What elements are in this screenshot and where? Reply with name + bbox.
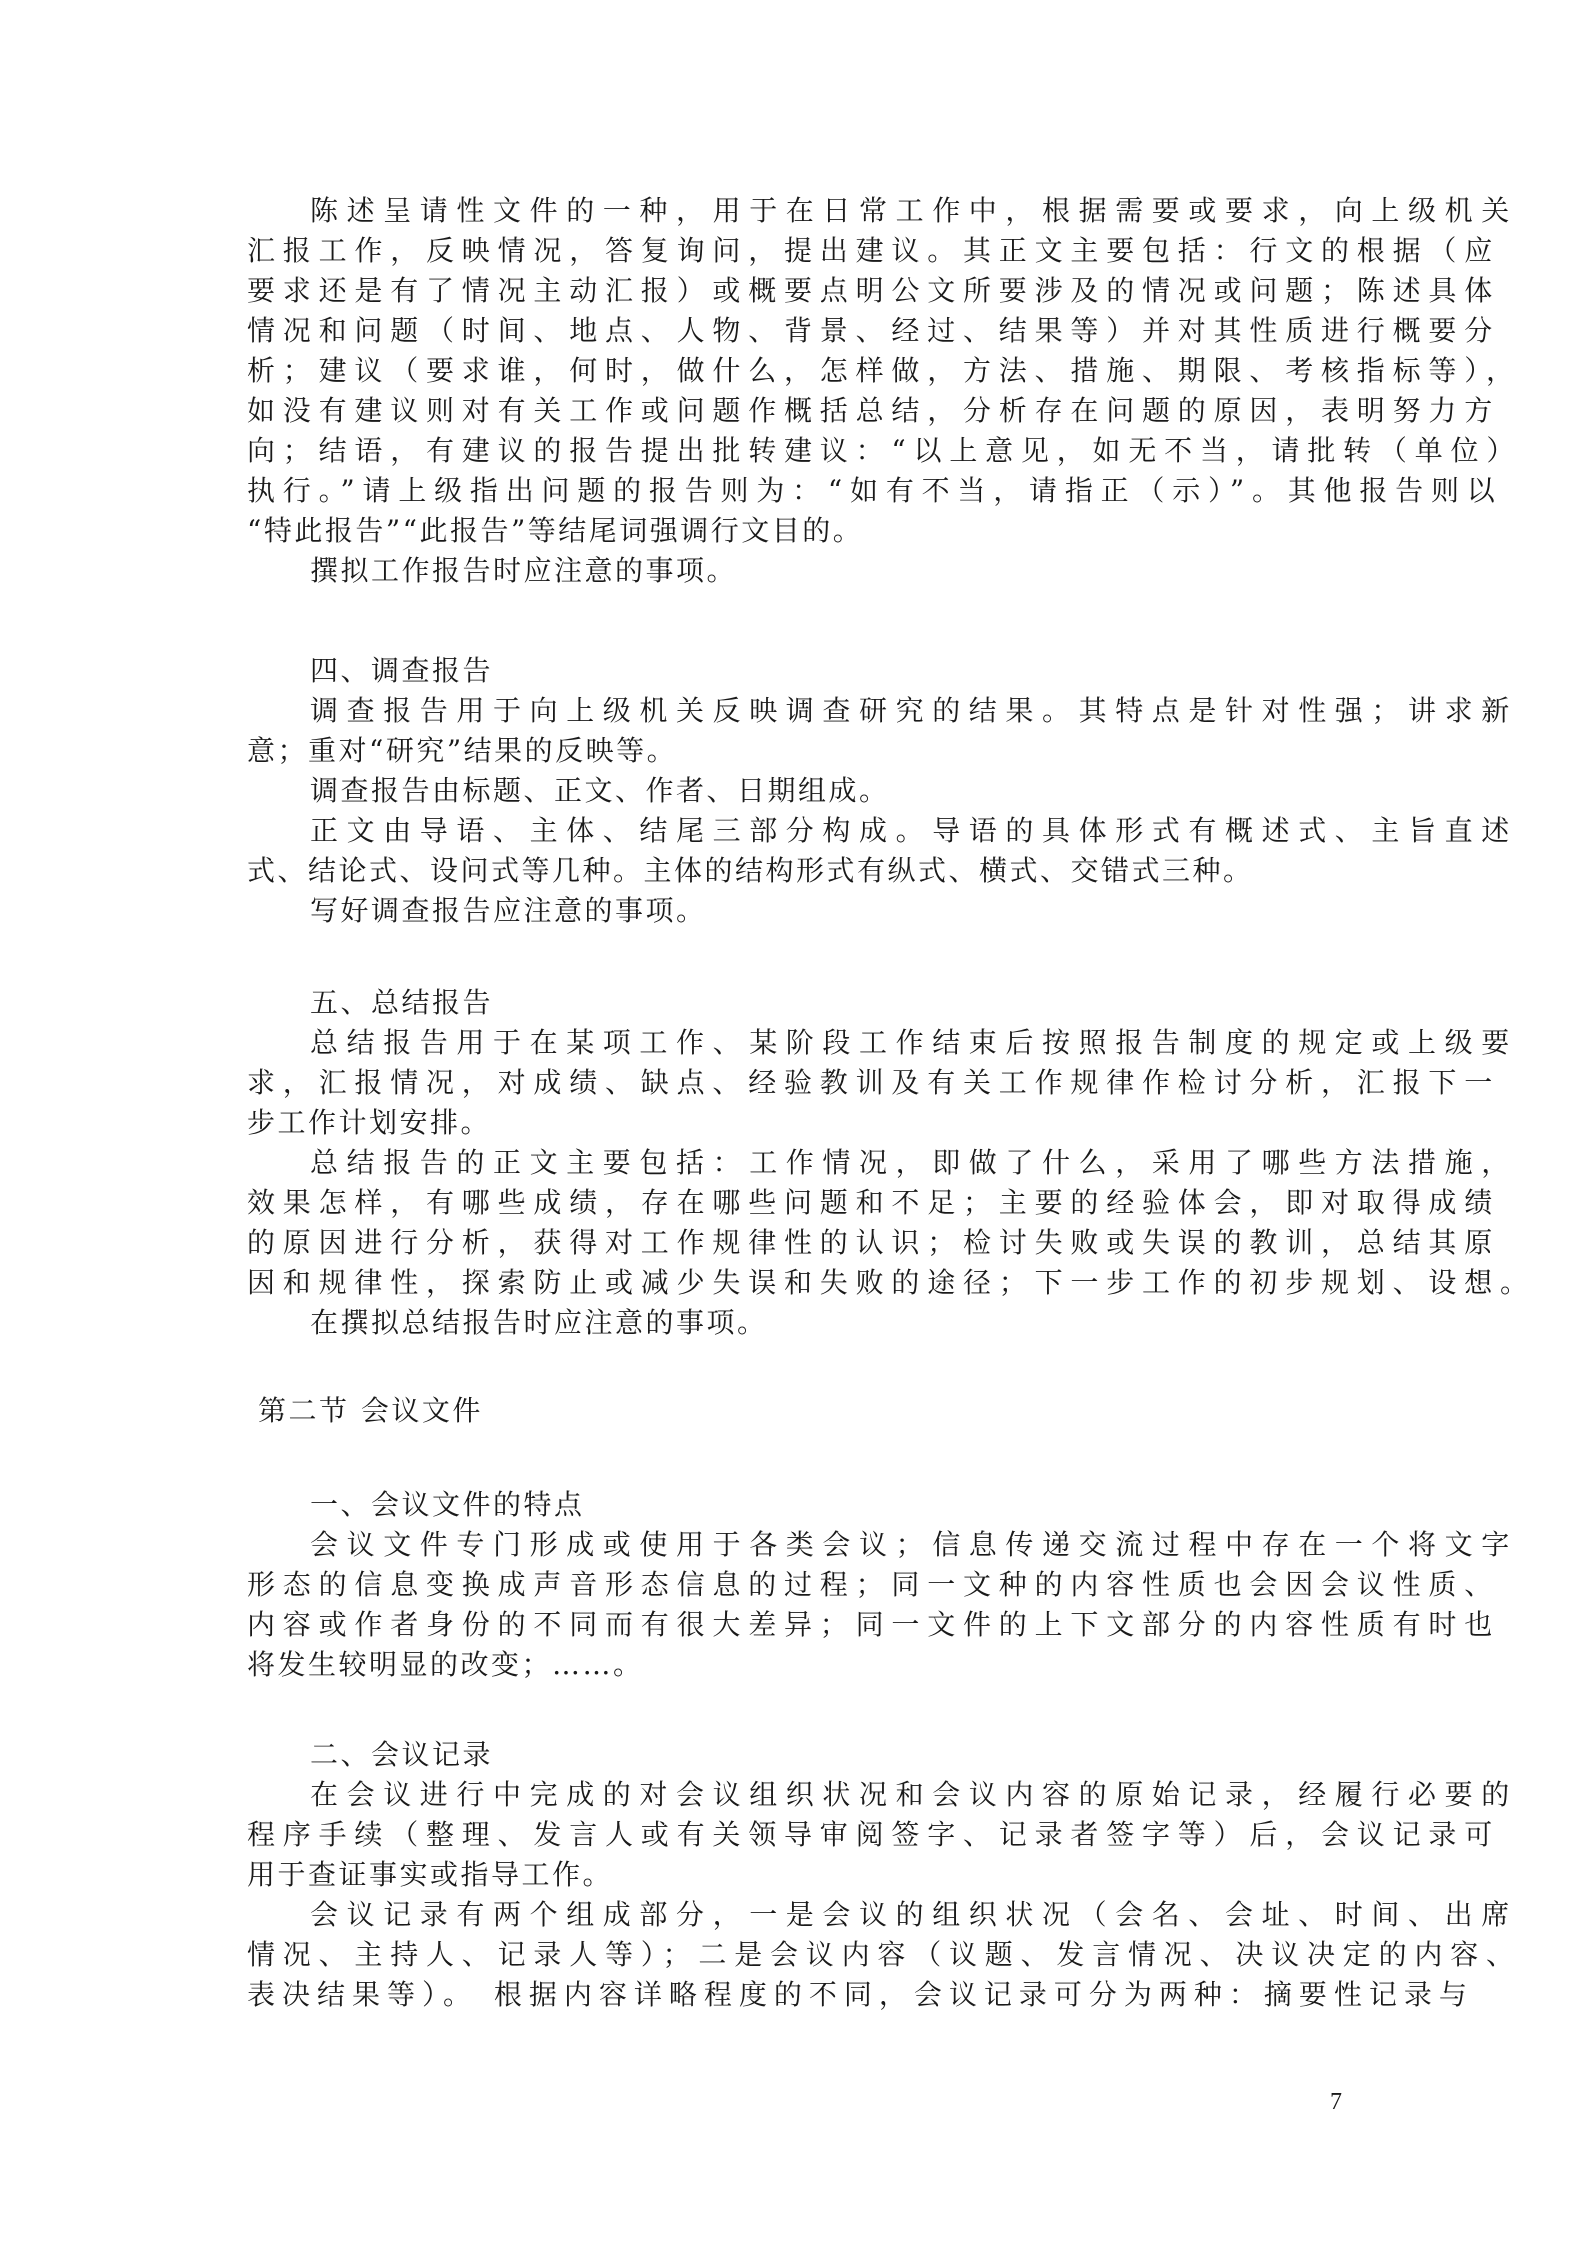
text-line: 表决结果等）。 根据内容详略程度的不同，会议记录可分为两种：摘要性记录与 [247, 1978, 1474, 2011]
text-line: 调查报告用于向上级机关反映调查研究的结果。其特点是针对性强；讲求新 [310, 694, 1518, 727]
text-line: 在撰拟总结报告时应注意的事项。 [310, 1306, 768, 1339]
text-line: 程序手续（整理、发言人或有关领导审阅签字、记录者签字等）后，会议记录可 [247, 1818, 1501, 1851]
text-line: 汇报工作，反映情况，答复询问，提出建议。其正文主要包括：行文的根据（应 [247, 234, 1501, 267]
page-number: 7 [1330, 2089, 1342, 2115]
text-line: 形态的信息变换成声音形态信息的过程；同一文种的内容性质也会因会议性质、 [247, 1568, 1501, 1601]
text-line: 要求还是有了情况主动汇报）或概要点明公文所要涉及的情况或问题；陈述具体 [247, 274, 1501, 307]
text-line: 陈述呈请性文件的一种，用于在日常工作中，根据需要或要求，向上级机关 [310, 194, 1518, 227]
text-line: “特此报告”“此报告”等结尾词强调行文目的。 [247, 514, 864, 547]
text-line: 总结报告用于在某项工作、某阶段工作结束后按照报告制度的规定或上级要 [310, 1026, 1518, 1059]
text-line: 步工作计划安排。 [247, 1106, 492, 1139]
text-line: 的原因进行分析，获得对工作规律性的认识；检讨失败或失误的教训，总结其原 [247, 1226, 1501, 1259]
text-line: 如没有建议则对有关工作或问题作概括总结，分析存在问题的原因，表明努力方 [247, 394, 1501, 427]
text-line: 式、结论式、设问式等几种。主体的结构形式有纵式、横式、交错式三种。 [247, 854, 1254, 887]
text-line: 析；建议（要求谁，何时，做什么，怎样做，方法、措施、期限、考核指标等）， [247, 354, 1522, 387]
text-line: 用于查证事实或指导工作。 [247, 1858, 614, 1891]
text-line: 调查报告由标题、正文、作者、日期组成。 [310, 774, 890, 807]
text-line: 撰拟工作报告时应注意的事项。 [310, 554, 738, 587]
text-line: 效果怎样，有哪些成绩，存在哪些问题和不足；主要的经验体会，即对取得成绩 [247, 1186, 1501, 1219]
chapter-heading: 第二节 会议文件 [258, 1394, 483, 1427]
text-line: 执行。”请上级指出问题的报告则为：“如有不当，请指正（示）”。其他报告则以 [247, 474, 1503, 507]
text-line: 将发生较明显的改变；……。 [247, 1648, 644, 1681]
section-heading: 一、会议文件的特点 [310, 1488, 585, 1521]
text-line: 意；重对“研究”结果的反映等。 [247, 734, 678, 767]
text-line: 会议记录有两个组成部分，一是会议的组织状况（会名、会址、时间、出席 [310, 1898, 1518, 1931]
section-heading: 五、总结报告 [310, 986, 494, 1019]
text-line: 情况、主持人、记录人等）；二是会议内容（议题、发言情况、决议决定的内容、 [247, 1938, 1522, 1971]
section-heading: 二、会议记录 [310, 1738, 494, 1771]
text-line: 向；结语，有建议的报告提出批转建议：“以上意见，如无不当，请批转（单位） [247, 434, 1523, 467]
text-line: 因和规律性，探索防止或减少失误和失败的途径；下一步工作的初步规划、设想。 [247, 1266, 1536, 1299]
section-heading: 四、调查报告 [310, 654, 494, 687]
text-line: 情况和问题（时间、地点、人物、背景、经过、结果等）并对其性质进行概要分 [247, 314, 1501, 347]
text-line: 内容或作者身份的不同而有很大差异；同一文件的上下文部分的内容性质有时也 [247, 1608, 1501, 1641]
text-line: 总结报告的正文主要包括：工作情况，即做了什么，采用了哪些方法措施， [310, 1146, 1518, 1179]
text-line: 正文由导语、主体、结尾三部分构成。导语的具体形式有概述式、主旨直述 [310, 814, 1518, 847]
text-line: 在会议进行中完成的对会议组织状况和会议内容的原始记录，经履行必要的 [310, 1778, 1518, 1811]
text-line: 会议文件专门形成或使用于各类会议；信息传递交流过程中存在一个将文字 [310, 1528, 1518, 1561]
text-line: 求，汇报情况，对成绩、缺点、经验教训及有关工作规律作检讨分析，汇报下一 [247, 1066, 1501, 1099]
text-line: 写好调查报告应注意的事项。 [310, 894, 707, 927]
